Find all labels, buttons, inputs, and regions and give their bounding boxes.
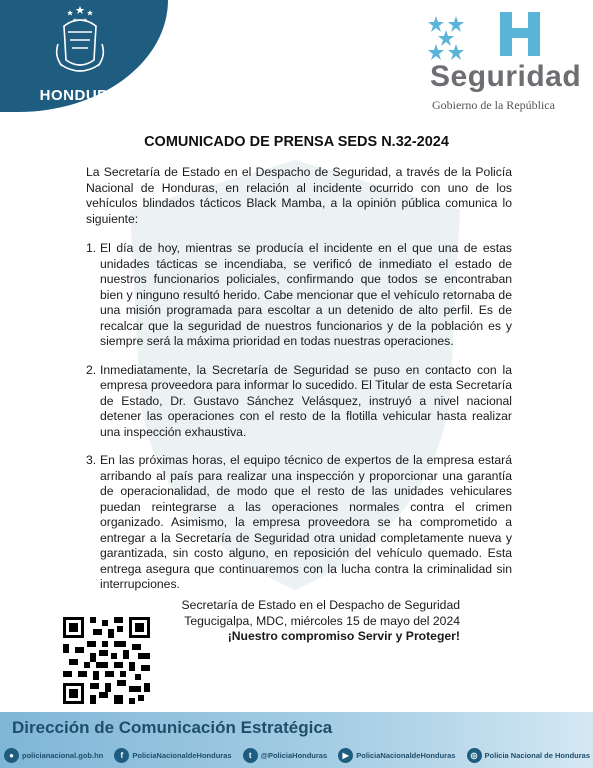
list-item-text: El día de hoy, mientras se producía el incidente en el que una de estas unidades tácticas se incendiaba, se verificó de inmediato el estado de nuestros funcionarios policiales, confirmando que todos se encontraban bien y ninguno resultó herido. Cabe mencionar que el vehículo retornaba de una misión programada para escoltar a un detenido de alto perfil. Es de recalcar que la seguridad de nuestros funcionarios y de la población es y siempre será la máxima prioridad en todas nuestras operaciones. xyxy=(100,241,512,348)
qr-code-icon[interactable] xyxy=(63,617,150,704)
social-label: PoliciaNacionaldeHonduras xyxy=(356,750,456,760)
web-icon: ● xyxy=(4,748,19,763)
social-label: Policia Nacional de Honduras xyxy=(484,750,590,760)
social-label: @PoliciaHonduras xyxy=(260,750,328,760)
department-name: Dirección de Comunicación Estratégica xyxy=(12,718,333,737)
social-link-instagram[interactable] xyxy=(467,748,590,763)
social-links xyxy=(4,745,590,765)
social-link-youtube[interactable] xyxy=(338,748,455,763)
stars-icon xyxy=(426,14,496,64)
facebook-icon: f xyxy=(114,748,129,763)
header-honduras-banner xyxy=(0,0,168,112)
social-label: policianacional.gob.hn xyxy=(22,750,104,760)
statement-list xyxy=(86,241,512,606)
social-link-web[interactable] xyxy=(4,748,103,763)
list-item xyxy=(86,453,512,593)
list-item-number: 1. xyxy=(86,241,97,255)
social-link-facebook[interactable] xyxy=(114,748,231,763)
list-item xyxy=(86,241,512,350)
list-item-text: En las próximas horas, el equipo técnico de expertos de la empresa estará arribando al país para realizar una inspección y proporcionar una garantía de operacionalidad, de modo que el resto de las unidades vehiculares puedan reintegrarse a las operaciones normales contra el crimen organizado. Asimismo, la empresa proveedora se ha comprometido a entregar a la Secretaría de Seguridad otra unidad completamente nueva y garantizada, sin costo alguno, en reposición del vehículo quemado. Esta entrega asegura que continuaremos con la lucha contra la criminalidad sin interrupciones. xyxy=(100,453,512,591)
list-item-number: 2. xyxy=(86,362,97,377)
twitter-icon: t xyxy=(243,748,258,763)
header-seguridad-logo xyxy=(424,6,592,116)
social-label: PoliciaNacionaldeHonduras xyxy=(132,750,232,760)
social-link-twitter[interactable] xyxy=(243,748,328,763)
list-item-number: 3. xyxy=(86,453,97,467)
signature-institution: Secretaría de Estado en el Despacho de Seguridad xyxy=(181,598,460,612)
list-item-text: Inmediatamente, la Secretaría de Seguridad se puso en contacto con la empresa proveedora para informar lo sucedido. El Titular de esta Secretaría de Estado, Dr. Gustavo Sánchez Velásquez, instruyó a nivel nacional detener las operaciones con el resto de la flotilla vehicular hasta realizar una inspección exhaustiva. xyxy=(100,362,512,439)
document-title: COMUNICADO DE PRENSA SEDS N.32-2024 xyxy=(144,134,449,150)
national-seal-icon xyxy=(50,4,110,84)
intro-paragraph: La Secretaría de Estado en el Despacho de Seguridad, a través de la Policía Nacional de Honduras, en relación al incidente ocurrido con uno de los vehículos blindados tácticos Black Mamba, a la opinión pública comunica lo siguiente: xyxy=(86,165,512,226)
youtube-icon: ▶ xyxy=(338,748,353,763)
signature-motto: ¡Nuestro compromiso Servir y Proteger! xyxy=(227,629,460,643)
instagram-icon: ◎ xyxy=(467,748,482,763)
list-item xyxy=(86,363,512,441)
country-name: HONDURAS xyxy=(39,87,131,104)
footer-banner xyxy=(0,712,593,768)
letter-h-icon xyxy=(498,10,542,58)
brand-name: Seguridad xyxy=(430,60,582,93)
signature-date: Tegucigalpa, MDC, miércoles 15 de mayo del 2024 xyxy=(184,613,460,628)
signature-block xyxy=(160,598,460,645)
brand-subtitle: Gobierno de la República xyxy=(432,98,555,112)
